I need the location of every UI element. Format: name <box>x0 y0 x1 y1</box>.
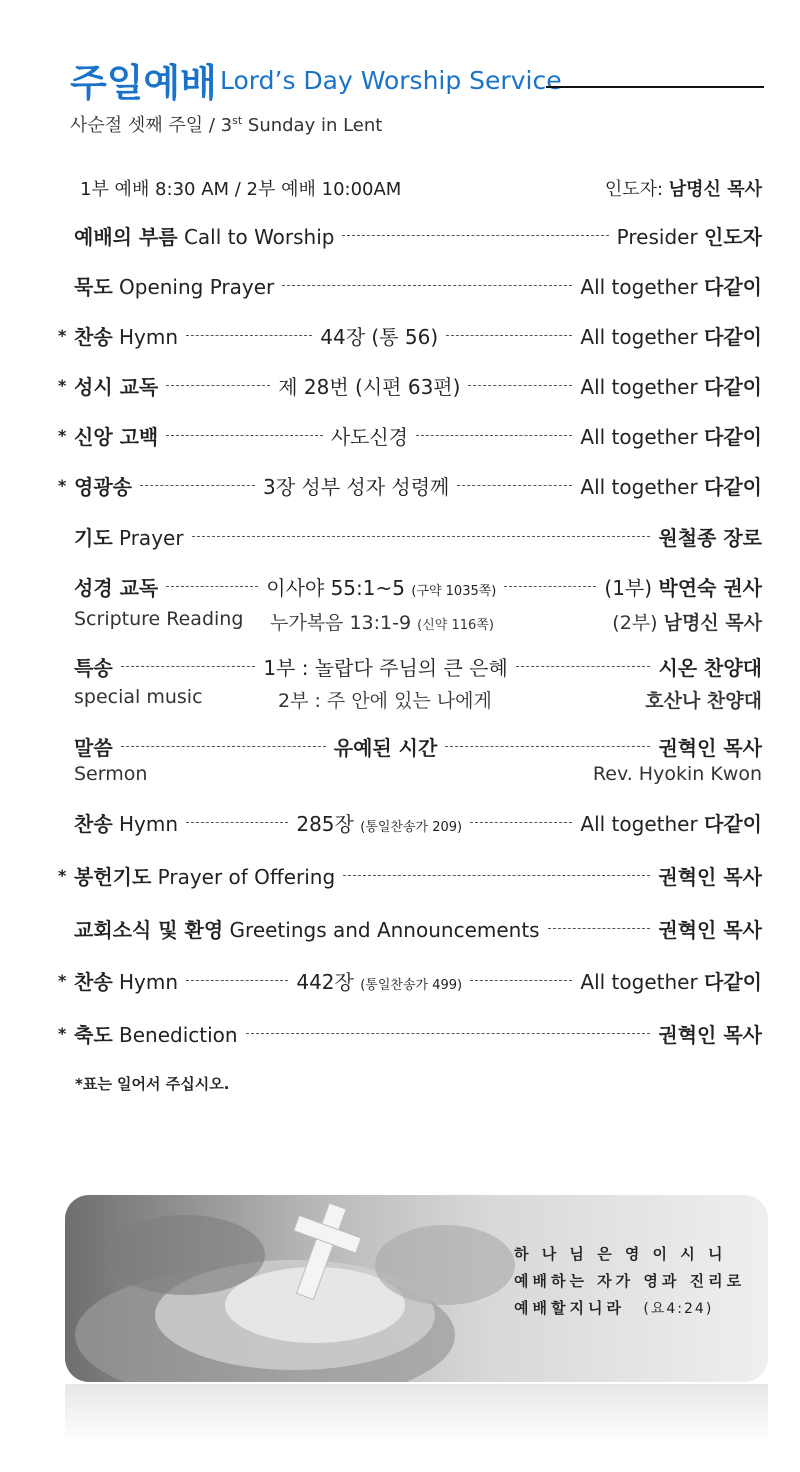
order-item <box>58 860 762 890</box>
leader-dashes <box>548 928 651 929</box>
sermon-label-en: Sermon <box>74 763 148 785</box>
sermon-row-2 <box>74 763 762 785</box>
order-label: 신앙 고백 <box>74 424 159 449</box>
stand-mark: * <box>58 325 67 345</box>
subtitle-sup: st <box>232 114 243 127</box>
leader-dashes <box>140 485 255 486</box>
scripture-nt: 누가복음 13:1-9 (신약 116쪽) <box>270 612 494 634</box>
leader-dashes <box>343 875 650 876</box>
header <box>70 52 770 112</box>
order-leader: 권혁인 목사 <box>658 917 762 942</box>
leader-dashes <box>504 586 596 587</box>
stand-mark: * <box>58 970 67 990</box>
choir-1: 시온 찬양대 <box>658 655 763 680</box>
bible-verse <box>514 1241 745 1323</box>
leader-dashes <box>166 586 258 587</box>
special-music-row-2 <box>74 686 762 712</box>
order-label: 봉헌기도 Prayer of Offering <box>74 864 336 889</box>
special-music-1: 1부 : 놀랍다 주님의 큰 은혜 <box>263 655 508 680</box>
scripture-ot: 이사야 55:1~5 (구약 1035쪽) <box>266 575 497 600</box>
verse-line-1: 하 나 님 은 영 이 시 니 <box>514 1245 727 1263</box>
order-leader: All together 다같이 <box>580 811 762 836</box>
order-label: 교회소식 및 환영 Greetings and Announcements <box>74 917 540 942</box>
order-label: 찬송 Hymn <box>74 811 179 836</box>
order-leader: Presider 인도자 <box>616 224 762 249</box>
preacher: 권혁인 목사 <box>658 735 763 760</box>
order-item <box>58 470 762 500</box>
leader-dashes <box>445 746 650 747</box>
order-item <box>58 320 762 350</box>
stand-mark: * <box>58 865 67 885</box>
verse-line-2: 예배하는 자가 영과 진리로 <box>514 1272 746 1290</box>
choir-2: 호산나 찬양대 <box>645 690 762 712</box>
leader-dashes <box>468 385 572 386</box>
order-label: 찬송 Hymn <box>74 969 179 994</box>
leader-dashes <box>121 666 256 667</box>
leader-dashes <box>166 385 270 386</box>
order-leader: All together 다같이 <box>580 474 762 499</box>
page-title-korean: 주일예배 <box>70 61 217 105</box>
leader-dashes <box>282 285 572 286</box>
leader-dashes <box>516 666 651 667</box>
preacher-en: Rev. Hyokin Kwon <box>592 763 762 785</box>
standing-note: *표는 일어서 주십시오. <box>75 1075 230 1093</box>
presider <box>605 175 762 201</box>
presider-name: 남명신 목사 <box>668 179 762 200</box>
presider-label: 인도자: <box>604 179 664 200</box>
scripture-row-2 <box>74 608 762 634</box>
leader-dashes <box>166 435 322 436</box>
order-detail: 사도신경 <box>330 424 408 449</box>
order-item <box>58 270 762 300</box>
leader-dashes <box>246 1033 651 1034</box>
leader-dashes <box>470 980 572 981</box>
order-item <box>58 370 762 400</box>
order-item <box>58 1018 762 1048</box>
order-leader: All together 다같이 <box>580 424 763 449</box>
sermon-label: 말씀 <box>74 735 113 760</box>
order-label: 찬송 Hymn <box>74 324 179 349</box>
stand-mark: * <box>58 1023 67 1043</box>
order-label: 축도 Benediction <box>74 1022 238 1047</box>
scripture-label-en: Scripture Reading <box>74 608 244 630</box>
leader-dashes <box>121 746 326 747</box>
stand-mark: * <box>58 375 67 395</box>
stand-mark: * <box>58 475 67 495</box>
leader-dashes <box>342 235 608 236</box>
leader-dashes <box>186 980 288 981</box>
order-leader: All together 다같이 <box>580 324 763 349</box>
order-leader: 원철종 장로 <box>658 525 762 550</box>
order-item <box>58 220 762 250</box>
service-times: 1부 예배 8:30 AM / 2부 예배 10:00AM <box>80 179 402 200</box>
image-reflection <box>65 1384 768 1444</box>
order-item <box>58 521 762 551</box>
order-label: 영광송 <box>74 474 132 499</box>
subtitle <box>70 111 382 137</box>
leader-dashes <box>186 335 312 336</box>
order-label: 예배의 부름 Call to Worship <box>74 224 335 249</box>
leader-dashes <box>192 536 651 537</box>
order-label: 묵도 Opening Prayer <box>74 274 275 299</box>
sermon-title: 유예된 시간 <box>333 735 438 760</box>
verse-line-3: 예배할지니라 (요4:24) <box>514 1299 714 1317</box>
order-detail: 제 28번 (시편 63편) <box>278 374 461 399</box>
order-label: 기도 Prayer <box>74 525 184 550</box>
special-music-row <box>58 651 762 681</box>
order-item <box>58 913 762 943</box>
order-label: 성시 교독 <box>74 374 159 399</box>
special-music-2: 2부 : 주 안에 있는 나에게 <box>278 690 492 712</box>
page-title-english: Lord’s Day Worship Service <box>220 66 562 95</box>
order-item <box>58 807 762 837</box>
special-music-label-en: special music <box>74 686 203 708</box>
order-leader: All together 다같이 <box>580 969 762 994</box>
leader-dashes <box>446 335 572 336</box>
order-detail: 442장 (통일찬송가 499) <box>296 969 463 994</box>
leader-dashes <box>457 485 572 486</box>
order-detail: 3장 성부 성자 성령께 <box>263 474 450 499</box>
verse-reference: (요4:24) <box>643 1301 714 1317</box>
order-leader: 권혁인 목사 <box>658 864 762 889</box>
title-rule <box>546 86 764 88</box>
order-leader: All together 다같이 <box>580 374 763 399</box>
scripture-row <box>58 571 762 601</box>
subtitle-text: 사순절 셋째 주일 / 3 <box>70 115 233 136</box>
stand-mark: * <box>58 425 67 445</box>
order-leader: 권혁인 목사 <box>658 1022 762 1047</box>
order-detail: 44장 (통 56) <box>320 324 439 349</box>
order-item <box>58 420 762 450</box>
leader-dashes <box>416 435 572 436</box>
order-detail: 285장 (통일찬송가 209) <box>296 811 463 836</box>
scripture-reader-1: (1부) 박연숙 권사 <box>604 575 762 600</box>
leader-dashes <box>470 822 572 823</box>
scripture-reader-2: (2부) 남명신 목사 <box>612 612 762 634</box>
order-leader: All together 다같이 <box>580 274 762 299</box>
order-item <box>58 965 762 995</box>
subtitle-end: Sunday in Lent <box>242 115 383 136</box>
special-music-label: 특송 <box>74 655 113 680</box>
scripture-label: 성경 교독 <box>74 575 159 600</box>
sermon-row <box>58 731 762 761</box>
leader-dashes <box>186 822 288 823</box>
